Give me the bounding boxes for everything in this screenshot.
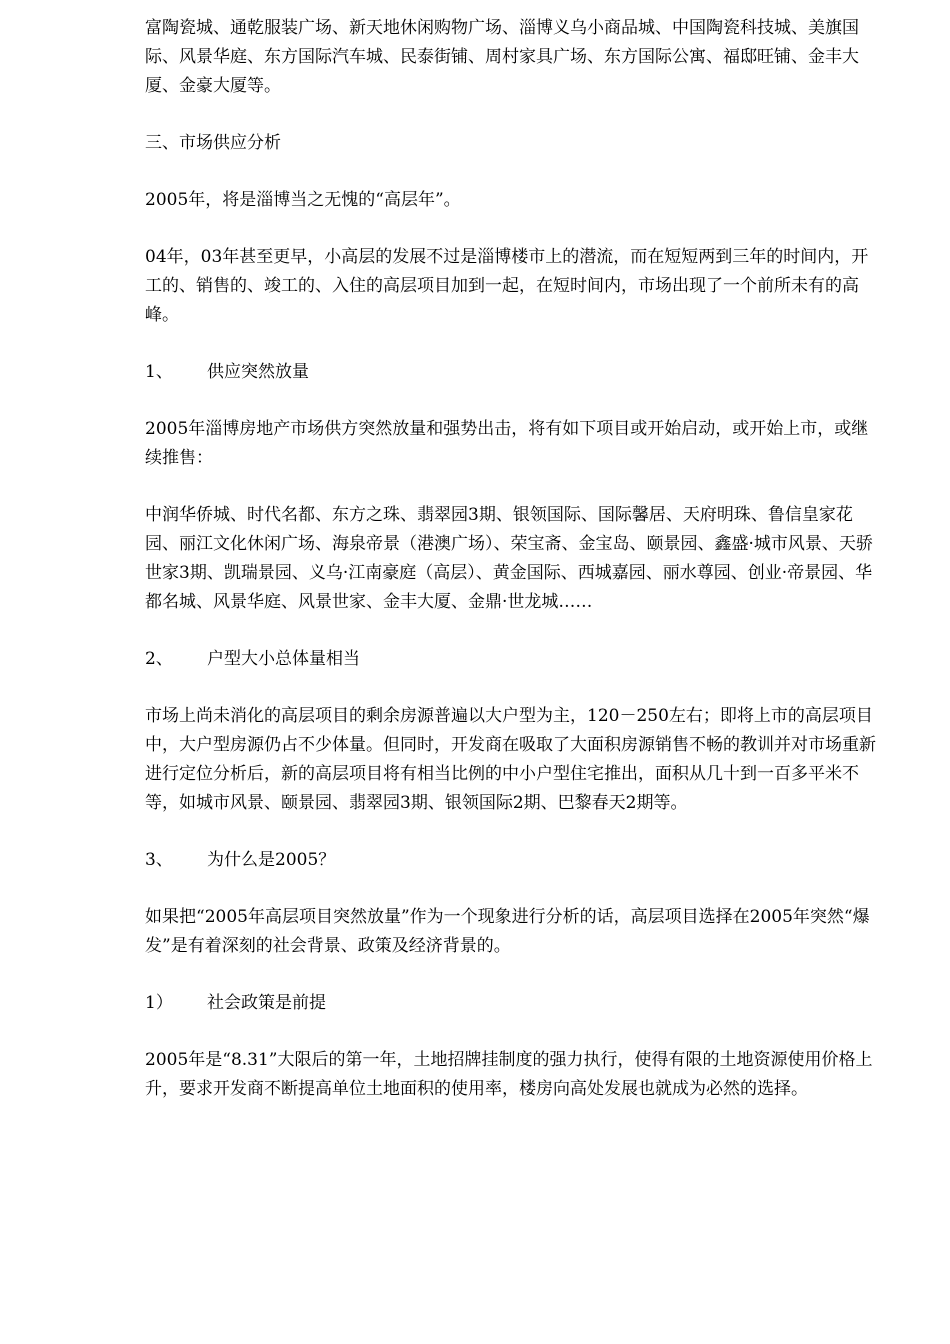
subheading-number: 3、 (145, 850, 173, 870)
section-heading-market-supply: 三、市场供应分析 (145, 133, 281, 153)
paragraph-project-names: 中润华侨城、时代名都、东方之珠、翡翠园3期、银领国际、国际馨居、天府明珠、鲁信皇家花园、丽江文化休闲广场、海泉帝景（港澳广场）、荣宝斋、金宝岛、颐景园、鑫盛·城市风景、天骄世家3期、凯瑞景园、义乌·江南豪庭（高层）、黄金国际、西城嘉园、丽水尊园、创业·帝景园、华都名城、风景华庭、风景世家、金丰大厦、金鼎·世龙城…… (145, 505, 873, 612)
document-page (145, 14, 885, 1132)
subheading-number: 1） (145, 993, 173, 1013)
subheading-number: 1、 (145, 362, 173, 382)
subheading-text: 为什么是2005？ (207, 850, 336, 870)
subheading-unit-size (145, 645, 885, 674)
paragraph-high-rise-development: 04年，03年甚至更早，小高层的发展不过是淄博楼市上的潜流，而在短短两到三年的时间内，开工的、销售的、竣工的、入住的高层项目加到一起，在短时间内，市场出现了一个前所未有的高峰。 (145, 247, 869, 325)
paragraph-social-policy: 2005年是“8.31”大限后的第一年，土地招牌挂制度的强力执行，使得有限的土地资源使用价格上升，要求开发商不断提高单位土地面积的使用率，楼房向高处发展也就成为必然的选择。 (145, 1050, 873, 1099)
subheading-text: 社会政策是前提 (207, 993, 326, 1013)
paragraph-project-list-continued: 富陶瓷城、通乾服装广场、新天地休闲购物广场、淄博义乌小商品城、中国陶瓷科技城、美旗国际、风景华庭、东方国际汽车城、民泰街铺、周村家具广场、东方国际公寓、福邸旺铺、金丰大厦、金豪大厦等。 (145, 18, 859, 96)
subheading-supply-surge (145, 358, 885, 387)
paragraph-supply-intro: 2005年淄博房地产市场供方突然放量和强势出击，将有如下项目或开始启动，或开始上市，或继续推售： (145, 419, 869, 468)
paragraph-unit-size-analysis: 市场上尚未消化的高层项目的剩余房源普遍以大户型为主，120－250左右；即将上市的高层项目中，大户型房源仍占不少体量。但同时，开发商在吸取了大面积房源销售不畅的教训并对市场重新进行定位分析后，新的高层项目将有相当比例的中小户型住宅推出，面积从几十到一百多平米不等，如城市风景、颐景园、翡翠园3期、银领国际2期、巴黎春天2期等。 (145, 706, 876, 813)
subheading-number: 2、 (145, 649, 173, 669)
paragraph-why-2005: 如果把“2005年高层项目突然放量”作为一个现象进行分析的话，高层项目选择在2005年突然“爆发”是有着深刻的社会背景、政策及经济背景的。 (145, 907, 870, 956)
subheading-why-2005 (145, 846, 885, 875)
paragraph-high-rise-year: 2005年，将是淄博当之无愧的“高层年”。 (145, 190, 461, 210)
subheading-text: 户型大小总体量相当 (207, 649, 360, 669)
subheading-text: 供应突然放量 (207, 362, 309, 382)
subheading-social-policy (145, 989, 885, 1018)
